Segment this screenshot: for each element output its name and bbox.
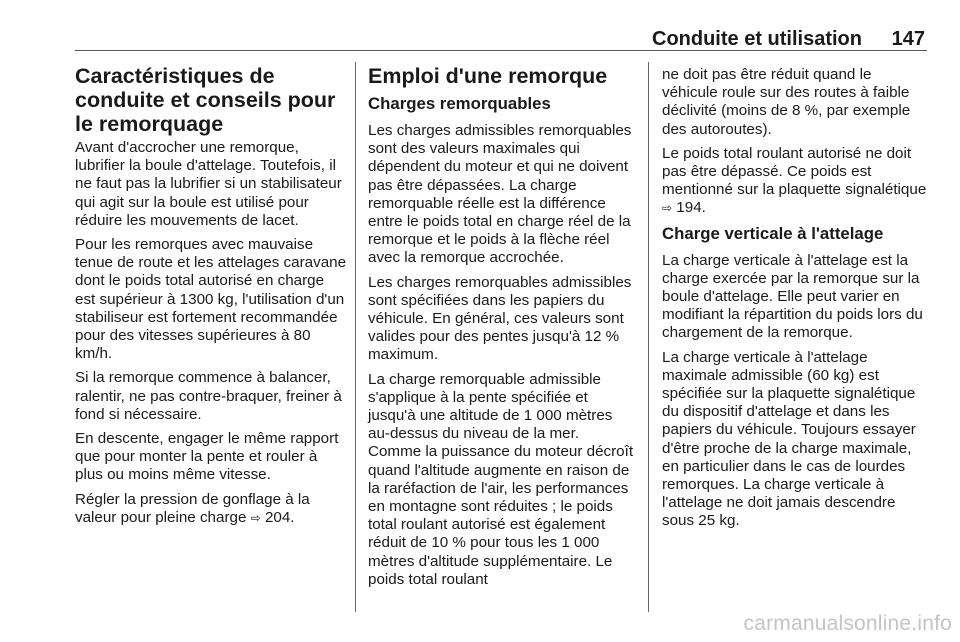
paragraph-text: Le poids total roulant autorisé ne doit pas être dépassé. Ce poids est mentionné sur la plaquette signalétique bbox=[662, 144, 927, 199]
page-reference-link[interactable]: 204. bbox=[264, 508, 295, 526]
paragraph: La charge verticale à l'attelage est la charge exercée par la remorque sur la boule d'attelage. Elle peut varier en modifiant la répartition du poids lors du chargement de la remorque. bbox=[662, 251, 923, 342]
paragraph: En descente, engager le même rapport que pour monter la pente et rouler à plus ou moins même vitesse. bbox=[75, 430, 339, 484]
column-middle bbox=[368, 62, 634, 595]
column-divider bbox=[355, 62, 356, 612]
paragraph: ne doit pas être réduit quand le véhicule roule sur des routes à faible déclivité (moins de 8 %, par exemple des autoroutes). bbox=[662, 66, 911, 138]
towing-tips-heading: Caractéristiques de conduite et conseils pour le remorquage bbox=[75, 64, 336, 136]
paragraph: La charge verticale à l'attelage maximale admissible (60 kg) est spécifiée sur la plaquette signalétique du dispositif d'attelage et dans les papiers du véhicule. Toujours essayer d'être proche de la charge maximale, en particulier dans le cas de lourdes remorques. La charge verticale à l'attelage ne doit jamais descendre sous 25 kg. bbox=[662, 348, 916, 530]
trailer-use-heading: Emploi d'une remorque bbox=[368, 64, 608, 88]
towing-loads-subheading: Charges remorquables bbox=[368, 94, 551, 113]
page-reference-link[interactable]: 194. bbox=[676, 199, 706, 217]
column-left bbox=[75, 62, 347, 533]
section-title: Conduite et utilisation bbox=[652, 28, 862, 50]
paragraph-text: Régler la pression de gonflage à la valeur pour pleine charge bbox=[75, 490, 310, 526]
paragraph: Pour les remorques avec mauvaise tenue de route et les attelages caravane dont le poids total autorisé en charge est supérieur à 1300 kg, l'utilisation d'un stabiliseur est fortement recommandée pour des vitesses supérieures à 80 km/h. bbox=[75, 236, 347, 363]
paragraph: Avant d'accrocher une remorque, lubrifier la boule d'attelage. Toutefois, il ne faut pas la lubrifier si un stabilisateur qui agit sur la boule est utilisé pour réduire les mouvements de lacet. bbox=[75, 139, 342, 229]
paragraph bbox=[662, 145, 928, 218]
column-divider bbox=[648, 62, 649, 612]
paragraph: Les charges admissibles remorquables sont des valeurs maximales qui dépendent du moteur et qui ne doivent pas être dépassées. La charge remorquable réelle est la différence entre le poids total en charge réel de la remorque et le poids à la flèche réel avec la remorque accrochée. bbox=[368, 122, 632, 267]
see-page-arrow-icon: ⇨ bbox=[662, 201, 673, 216]
paragraph: Les charges remorquables admissibles sont spécifiées dans les papiers du véhicule. En général, ces valeurs sont valides pour des pentes jusqu'à 12 % maximum. bbox=[368, 273, 632, 364]
see-page-arrow-icon: ⇨ bbox=[250, 510, 261, 525]
paragraph bbox=[75, 491, 347, 527]
watermark: carmanualsonline.info bbox=[743, 612, 952, 635]
paragraph: Si la remorque commence à balancer, ralentir, ne pas contre-braquer, freiner à fond si nécessaire. bbox=[75, 369, 342, 423]
vertical-load-subheading: Charge verticale à l'attelage bbox=[662, 223, 884, 243]
page-header bbox=[75, 20, 927, 51]
paragraph: La charge remorquable admissible s'applique à la pente spécifiée et jusqu'à une altitude de 1 000 mètres au-dessus du niveau de la mer. Comme la puissance du moteur décroît quand l'altitude augmente en raison de la raréfaction de l'air, les performances en montagne sont réduites ; le poids total roulant autorisé est également réduit de 10 % pour tous les 1 000 mètres d'altitude supplémentaire. Le poids total roulant bbox=[368, 370, 634, 588]
column-right bbox=[662, 66, 928, 537]
page-number: 147 bbox=[891, 28, 925, 50]
